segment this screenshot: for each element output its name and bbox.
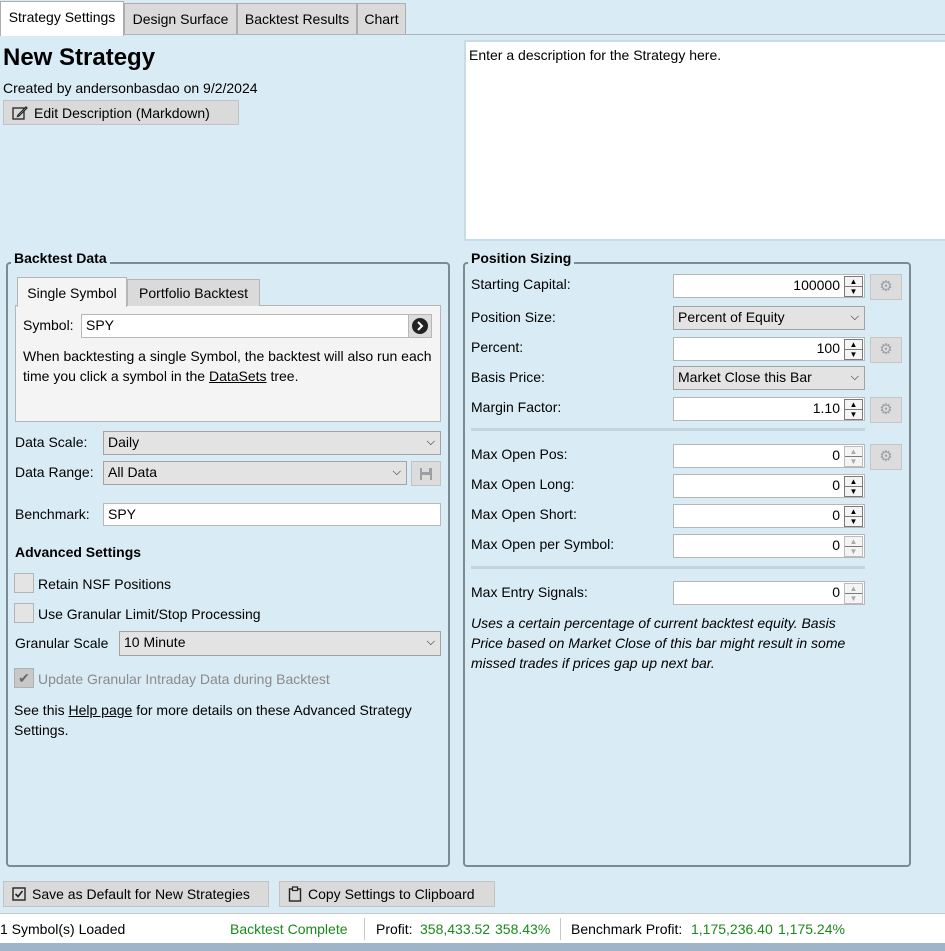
save-range-button[interactable] bbox=[411, 461, 441, 486]
spinner[interactable] bbox=[844, 276, 863, 297]
percent-gear[interactable] bbox=[870, 337, 902, 363]
percent-label: Percent: bbox=[471, 339, 524, 355]
max-open-pos-input[interactable]: 0 ▲ ▼ bbox=[673, 444, 865, 468]
tab-chart[interactable]: Chart bbox=[357, 3, 406, 34]
tab-backtest-results[interactable]: Backtest Results bbox=[237, 3, 357, 34]
strategy-title: New Strategy bbox=[3, 44, 156, 71]
spinner[interactable] bbox=[844, 476, 863, 497]
data-scale-label: Data Scale: bbox=[15, 434, 88, 450]
spinner[interactable] bbox=[844, 339, 863, 360]
spin-down-icon[interactable]: ▼ bbox=[849, 487, 858, 496]
max-open-short-input[interactable]: 0 ▲ ▼ bbox=[673, 504, 865, 528]
symbol-input[interactable]: SPY bbox=[81, 314, 409, 338]
backtest-complete-text: Backtest Complete bbox=[230, 921, 348, 937]
spin-down-icon[interactable]: ▼ bbox=[849, 547, 858, 556]
main-tab-bar bbox=[0, 0, 945, 35]
max-open-per-symbol-label: Max Open per Symbol: bbox=[471, 536, 615, 552]
chevron-down-icon: ⌵ bbox=[850, 371, 859, 383]
description-text: Enter a description for the Strategy here. bbox=[469, 47, 722, 63]
go-button[interactable] bbox=[408, 314, 432, 338]
checkmark-icon: ✔ bbox=[18, 670, 30, 686]
max-open-short-label: Max Open Short: bbox=[471, 506, 577, 522]
max-open-pos-gear[interactable] bbox=[870, 444, 902, 470]
backtest-data-title: Backtest Data bbox=[11, 250, 110, 266]
save-default-button[interactable] bbox=[3, 881, 269, 907]
gear-icon: ⚙ bbox=[879, 278, 893, 295]
percent-input[interactable]: 100 ▲ ▼ bbox=[673, 337, 865, 361]
arrow-right-circle-icon bbox=[409, 315, 431, 337]
spin-up-icon[interactable]: ▲ bbox=[845, 340, 862, 350]
max-entry-signals-input[interactable]: 0 ▲ ▼ bbox=[673, 581, 865, 605]
update-intraday-label: Update Granular Intraday Data during Backtest bbox=[38, 671, 330, 687]
edit-description-label: Edit Description (Markdown) bbox=[34, 104, 210, 121]
spin-up-icon[interactable]: ▲ bbox=[845, 584, 862, 594]
data-range-select[interactable]: All Data ⌵ bbox=[103, 461, 407, 485]
gear-icon: ⚙ bbox=[879, 341, 893, 358]
spinner[interactable] bbox=[844, 446, 863, 467]
help-page-link[interactable]: Help page bbox=[68, 702, 133, 718]
description-box[interactable] bbox=[464, 40, 945, 241]
advanced-settings-title: Advanced Settings bbox=[15, 544, 142, 560]
retain-nsf-checkbox[interactable] bbox=[14, 573, 34, 593]
max-open-per-symbol-input[interactable]: 0 ▲ ▼ bbox=[673, 534, 865, 558]
profit-percent: 358.43% bbox=[495, 921, 551, 937]
symbol-label: Symbol: bbox=[23, 317, 74, 333]
spin-up-icon[interactable]: ▲ bbox=[845, 277, 862, 287]
spin-down-icon[interactable]: ▼ bbox=[849, 350, 858, 359]
spin-down-icon[interactable]: ▼ bbox=[849, 517, 858, 526]
max-entry-signals-label: Max Entry Signals: bbox=[471, 584, 588, 600]
edit-description-button[interactable] bbox=[3, 100, 239, 125]
benchmark-profit-label: Benchmark Profit: bbox=[571, 921, 683, 937]
profit-label: Profit: bbox=[376, 921, 413, 937]
gear-icon: ⚙ bbox=[879, 448, 893, 465]
benchmark-profit-percent: 1,175.24% bbox=[778, 921, 845, 937]
chevron-down-icon: ⌵ bbox=[392, 466, 401, 478]
divider bbox=[471, 428, 865, 431]
created-by-text: Created by andersonbasdao on 9/2/2024 bbox=[3, 80, 258, 96]
benchmark-profit-value: 1,175,236.40 bbox=[691, 921, 773, 937]
tab-design-surface[interactable]: Design Surface bbox=[124, 3, 237, 34]
status-divider bbox=[364, 918, 365, 940]
position-size-select[interactable]: Percent of Equity ⌵ bbox=[673, 306, 865, 330]
max-open-pos-label: Max Open Pos: bbox=[471, 446, 568, 462]
data-scale-select[interactable]: Daily ⌵ bbox=[103, 431, 441, 455]
gear-icon: ⚙ bbox=[879, 401, 893, 418]
retain-nsf-label: Retain NSF Positions bbox=[38, 576, 172, 592]
position-sizing-title: Position Sizing bbox=[468, 250, 574, 266]
chevron-down-icon: ⌵ bbox=[426, 436, 435, 448]
margin-factor-input[interactable]: 1.10 ▲ ▼ bbox=[673, 397, 865, 421]
spin-up-icon[interactable]: ▲ bbox=[845, 537, 862, 547]
tab-portfolio-backtest[interactable]: Portfolio Backtest bbox=[127, 279, 260, 306]
starting-capital-gear[interactable] bbox=[870, 274, 902, 300]
tab-single-symbol[interactable]: Single Symbol bbox=[17, 277, 127, 307]
status-bar bbox=[0, 913, 945, 943]
copy-settings-button[interactable] bbox=[279, 881, 495, 907]
spinner[interactable] bbox=[844, 536, 863, 557]
tab-strategy-settings[interactable]: Strategy Settings bbox=[0, 1, 124, 36]
margin-factor-label: Margin Factor: bbox=[471, 399, 562, 415]
checkbox-icon bbox=[12, 887, 26, 901]
benchmark-label: Benchmark: bbox=[15, 506, 90, 522]
starting-capital-input[interactable]: 100000 ▲ ▼ bbox=[673, 274, 865, 298]
spinner[interactable] bbox=[844, 506, 863, 527]
basis-price-select[interactable]: Market Close this Bar ⌵ bbox=[673, 366, 865, 390]
spin-down-icon[interactable]: ▼ bbox=[849, 594, 858, 603]
clipboard-icon bbox=[288, 886, 302, 902]
save-icon bbox=[418, 466, 434, 482]
bottom-edge bbox=[0, 943, 945, 951]
symbols-loaded-text: 1 Symbol(s) Loaded bbox=[0, 921, 126, 937]
granular-scale-select[interactable]: 10 Minute ⌵ bbox=[119, 631, 441, 656]
starting-capital-label: Starting Capital: bbox=[471, 276, 571, 292]
spin-up-icon[interactable]: ▲ bbox=[845, 447, 862, 457]
update-intraday-checkbox[interactable] bbox=[14, 668, 34, 688]
spin-up-icon[interactable]: ▲ bbox=[845, 400, 862, 410]
spin-up-icon[interactable]: ▲ bbox=[845, 507, 862, 517]
spinner[interactable] bbox=[844, 583, 863, 604]
copy-settings-label: Copy Settings to Clipboard bbox=[308, 886, 475, 902]
granular-processing-checkbox[interactable] bbox=[14, 603, 34, 623]
spin-down-icon[interactable]: ▼ bbox=[849, 410, 858, 419]
margin-factor-gear[interactable] bbox=[870, 397, 902, 423]
single-symbol-info: When backtesting a single Symbol, the backtest will also run each time you click a symbol in the DataSets tree. bbox=[23, 348, 432, 384]
data-range-label: Data Range: bbox=[15, 464, 94, 480]
spinner[interactable] bbox=[844, 399, 863, 420]
max-open-long-input[interactable]: 0 ▲ ▼ bbox=[673, 474, 865, 498]
max-open-long-label: Max Open Long: bbox=[471, 476, 575, 492]
spin-down-icon[interactable]: ▼ bbox=[849, 287, 858, 296]
position-size-label: Position Size: bbox=[471, 309, 556, 325]
chevron-down-icon: ⌵ bbox=[850, 311, 859, 323]
divider bbox=[471, 566, 865, 569]
position-sizing-note: Uses a certain percentage of current backtest equity. Basis Price based on Market Close of this bar might result in some missed trades if prices gap up next bar. bbox=[471, 615, 846, 671]
profit-value: 358,433.52 bbox=[420, 921, 491, 937]
spin-up-icon[interactable]: ▲ bbox=[845, 477, 862, 487]
datasets-link[interactable]: DataSets bbox=[208, 368, 267, 384]
basis-price-label: Basis Price: bbox=[471, 369, 545, 385]
spin-down-icon[interactable]: ▼ bbox=[849, 457, 858, 466]
granular-processing-label: Use Granular Limit/Stop Processing bbox=[38, 606, 261, 622]
chevron-down-icon: ⌵ bbox=[426, 636, 435, 648]
benchmark-input[interactable]: SPY bbox=[103, 503, 441, 526]
status-divider bbox=[560, 918, 561, 940]
help-text: See this Help page for more details on these Advanced Strategy Settings. bbox=[14, 702, 412, 738]
granular-scale-label: Granular Scale bbox=[15, 635, 109, 651]
save-default-label: Save as Default for New Strategies bbox=[32, 886, 250, 902]
edit-icon bbox=[12, 105, 28, 121]
